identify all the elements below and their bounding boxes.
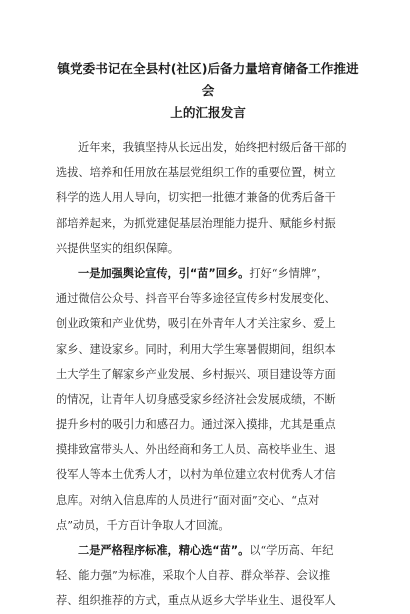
section-2-line: 荐、组织推荐的方式，重点从返乡大学毕业生、退役军人 [56, 594, 336, 608]
section-2-heading: 二是严格程序标准，精心选“苗”。 [78, 544, 250, 557]
section-1-line: 息库。对纳入信息库的人员进行“面对面”交心、“点对 [56, 493, 320, 507]
section-1-heading: 一是加强舆论宣传，引“苗”回乡。 [78, 266, 250, 280]
intro-line: 科学的选人用人导向，切实把一批德才兼备的优秀后备干 [56, 191, 336, 205]
section-1-line: 点”动员，千方百计争取人才回流。 [56, 518, 230, 532]
section-1-line: 摸排致富带头人、外出经商和务工人员、高校毕业生、退 [56, 443, 336, 457]
document-title [56, 58, 360, 124]
document-body [56, 135, 360, 614]
title-line-1: 镇党委书记在全县村(社区)后备力量培育储备工作推进会 [57, 61, 359, 98]
intro-line: 兴提供坚实的组织保障。 [56, 241, 180, 255]
intro-line: 部培养起来，为抓党建促基层治理能力提升、赋能乡村振 [56, 216, 336, 230]
section-1-line: 的情况，让青年人切身感受家乡经济社会发展成绩，不断 [56, 392, 336, 406]
section-2-first-text: 以“学历高、年纪 [249, 544, 334, 557]
section-1-line: 通过微信公众号、抖音平台等多途径宣传乡村发展变化、 [56, 292, 336, 306]
section-1-line: 创业政策和产业优势，吸引在外青年人才关注家乡、爱上 [56, 317, 336, 331]
section-2-first-line [56, 538, 360, 563]
section-1-first-text: 打好“乡情牌”， [249, 266, 328, 280]
section-1-line: 家乡、建设家乡。同时，利用大学生寒暑假期间，组织本 [56, 342, 336, 356]
section-1-line: 提升乡村的吸引力和感召力。通过深入摸排，尤其是重点 [56, 418, 336, 432]
intro-line: 近年来，我镇坚持从长远出发，始终把村级后备干部的 [78, 141, 347, 154]
section-1-line: 役军人等本土优秀人才，以村为单位建立农村优秀人才信 [56, 468, 336, 482]
section-1-first-line [56, 261, 360, 286]
section-2-line: 轻、能力强”为标准，采取个人自荐、群众举荐、会议推 [56, 569, 331, 583]
section-1-line: 土大学生了解家乡产业发展、乡村振兴、项目建设等方面 [56, 367, 336, 381]
intro-line: 选拔、培养和任用放在基层党组织工作的重要位置，树立 [56, 166, 336, 180]
title-line-2: 上的汇报发言 [170, 105, 246, 120]
